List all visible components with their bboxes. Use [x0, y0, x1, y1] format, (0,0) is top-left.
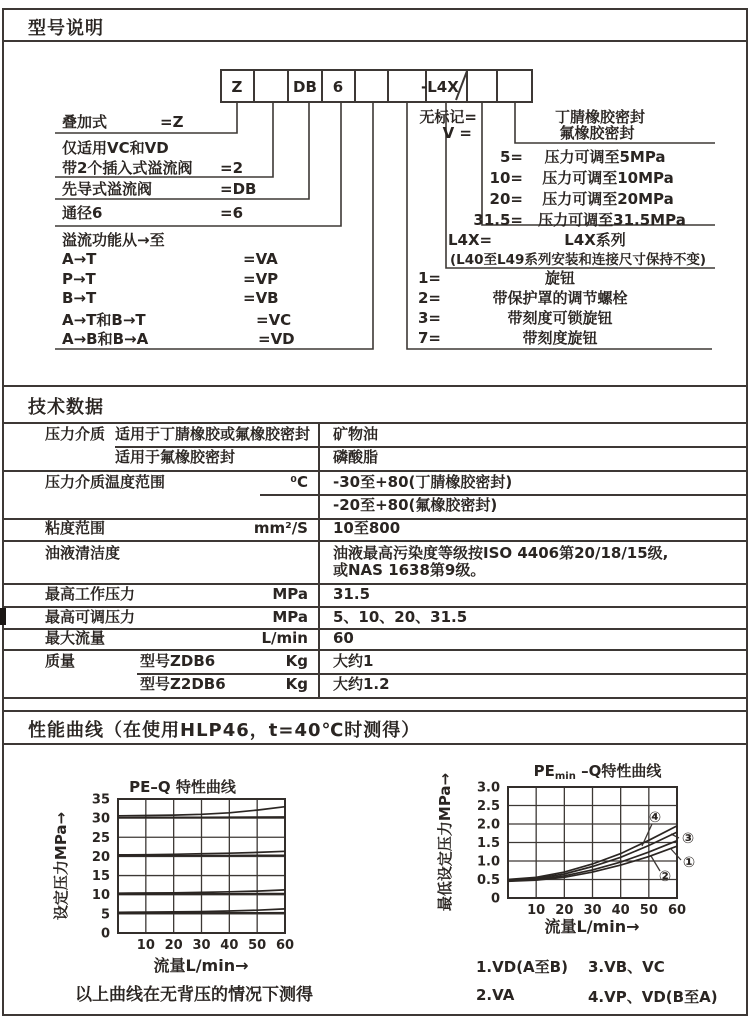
opt-value: =Z [160, 113, 184, 131]
section-title-tech: 技术数据 [28, 397, 104, 418]
opt-value: =6 [220, 204, 244, 222]
code-cell-6: 6 [332, 78, 344, 96]
row-sub: 适用于氟橡胶密封 [115, 448, 236, 466]
table-divider [318, 422, 320, 699]
row-unit: ⁰C [290, 473, 308, 491]
x-tick-label: 50 [639, 903, 658, 918]
opt-key: V = [442, 124, 472, 142]
divider [2, 40, 748, 42]
opt-desc: 压力可调至31.5MPa [538, 211, 686, 229]
opt-key: 10= [489, 169, 523, 187]
row-sub: 型号Z2DB6 [140, 675, 226, 693]
code-cell-z: Z [231, 78, 243, 96]
chart2-title-rest: –Q特性曲线 [575, 762, 662, 780]
row-value: 60 [333, 629, 354, 647]
opt-desc: 丁腈橡胶密封 [554, 108, 646, 126]
row-name: 压力介质温度范围 [45, 473, 166, 491]
row-name: 最高工作压力 [45, 585, 136, 603]
chart-pe-q [40, 755, 370, 1015]
curve [118, 855, 285, 856]
opt-label: 仅适用VC和VD [62, 139, 169, 157]
row-value: 或NAS 1638第9级。 [333, 561, 486, 579]
opt-label: 先导式溢流阀 [62, 180, 153, 198]
curve-marker-4: ④ [648, 810, 662, 826]
row-value: -30至+80(丁腈橡胶密封) [333, 473, 513, 491]
opt-desc: (L40至L49系列安装和连接尺寸保持不变) [449, 252, 707, 268]
y-tick-label: 20 [91, 849, 110, 865]
opt-desc: 带刻度旋钮 [522, 329, 598, 347]
opt-desc: 压力可调至5MPa [544, 148, 666, 166]
opt-key: 31.5= [473, 211, 523, 229]
opt-key: 2= [418, 289, 442, 307]
opt-value: =VD [258, 330, 295, 348]
x-tick-label: 10 [136, 938, 155, 953]
curve-marker-1: ① [682, 855, 696, 871]
row-sub: 型号ZDB6 [140, 652, 216, 670]
opt-desc: 压力可调至20MPa [542, 190, 674, 208]
opt-value: =2 [220, 159, 244, 177]
row-name: 质量 [45, 652, 76, 670]
chart2-title-sub: min [554, 771, 576, 782]
opt-value: =VP [243, 270, 279, 288]
row-value: 大约1.2 [333, 675, 390, 693]
y-tick-label: 35 [91, 792, 110, 808]
table-line [2, 649, 748, 651]
row-unit: Kg [285, 652, 308, 670]
row-value: 磷酸脂 [333, 448, 379, 466]
row-name: 压力介质 [45, 425, 106, 443]
x-tick-label: 10 [527, 903, 546, 918]
legend-item: 4.VP、VD(B至A) [588, 988, 718, 1006]
table-line [2, 628, 748, 630]
divider [2, 743, 748, 745]
opt-label: 带2个插入式溢流阀 [62, 159, 193, 177]
x-tick-label: 60 [667, 903, 687, 918]
x-tick-label: 50 [248, 938, 267, 953]
opt-desc: 压力可调至10MPa [542, 169, 674, 187]
opt-label: B→T [62, 289, 97, 307]
opt-key: 无标记= [419, 108, 477, 126]
y-tick-label: 0 [100, 926, 110, 942]
opt-key: 3= [418, 309, 442, 327]
y-tick-label: 5 [100, 907, 110, 923]
legend-item: 2.VA [476, 986, 515, 1004]
x-tick-label: 20 [555, 903, 574, 918]
row-name: 最高可调压力 [45, 608, 136, 626]
model-code-diagram [0, 60, 750, 378]
chart1-ylabel: 设定压力MPa→ [52, 811, 70, 921]
opt-desc: 旋钮 [544, 269, 576, 287]
row-value: 5、10、20、31.5 [333, 608, 468, 626]
chart2-xlabel: 流量L/min→ [544, 917, 640, 936]
row-unit: MPa [272, 608, 308, 626]
opt-value: =VC [256, 311, 292, 329]
row-value: 10至800 [333, 519, 401, 537]
opt-key: 5= [499, 148, 523, 166]
opt-label: 叠加式 [62, 113, 108, 131]
opt-label: A→T [62, 250, 97, 268]
x-tick-label: 40 [220, 938, 239, 953]
y-tick-label: 1.5 [476, 836, 500, 851]
opt-key: 1= [418, 269, 442, 287]
model-code-box [221, 70, 532, 102]
table-line [2, 540, 748, 542]
opt-key: 7= [418, 329, 442, 347]
curve-marker-2: ② [658, 869, 672, 885]
row-unit: MPa [272, 585, 308, 603]
opt-desc: 带保护罩的调节螺栓 [492, 289, 628, 307]
table-line [2, 697, 748, 699]
y-tick-label: 10 [91, 888, 110, 904]
curve [118, 894, 285, 895]
row-name: 油液清洁度 [45, 544, 121, 562]
row-unit: Kg [285, 675, 308, 693]
opt-value: =DB [220, 180, 257, 198]
row-value: -20至+80(氟橡胶密封) [333, 496, 498, 514]
opt-label: 通径6 [62, 204, 103, 222]
y-tick-label: 15 [91, 869, 110, 885]
row-value: 大约1 [333, 652, 374, 670]
x-tick-label: 20 [164, 938, 183, 953]
print-mark [0, 608, 6, 625]
legend-item: 3.VB、VC [588, 958, 665, 976]
opt-value: =VA [243, 250, 278, 268]
y-tick-label: 2.5 [476, 799, 500, 814]
opt-key: 20= [489, 190, 523, 208]
opt-key: L4X= [448, 231, 493, 249]
curve [118, 913, 285, 914]
y-tick-label: 0 [490, 891, 500, 907]
y-tick-label: 25 [91, 830, 110, 846]
chart1-note: 以上曲线在无背压的情况下测得 [75, 985, 313, 1005]
row-value: 矿物油 [333, 425, 379, 443]
opt-desc: 氟橡胶密封 [559, 124, 635, 142]
opt-value: =VB [243, 289, 279, 307]
opt-label: A→B和B→A [62, 330, 149, 348]
x-tick-label: 30 [583, 903, 602, 918]
row-sub: 适用于丁腈橡胶或氟橡胶密封 [115, 425, 311, 443]
section-title-curves: 性能曲线（在使用HLP46，t=40℃时测得） [28, 720, 421, 741]
chart2-legend [476, 956, 718, 1007]
opt-label: A→T和B→T [62, 311, 146, 329]
x-tick-label: 30 [192, 938, 211, 953]
x-tick-label: 60 [275, 938, 295, 953]
row-unit: L/min [261, 629, 308, 647]
row-unit: mm²/S [253, 519, 308, 537]
chart1-title: PE–Q 特性曲线 [129, 778, 236, 796]
y-tick-label: 1.0 [476, 854, 500, 870]
legend-item: 1.VD(A至B) [476, 958, 568, 976]
x-tick-label: 40 [611, 903, 630, 918]
divider [2, 385, 748, 387]
section-title-model: 型号说明 [28, 18, 104, 39]
opt-desc: 带刻度可锁旋钮 [507, 309, 613, 327]
y-tick-label: 3.0 [476, 780, 500, 796]
chart2-title-pe: PE [533, 762, 555, 780]
y-tick-label: 2.0 [476, 817, 500, 833]
code-cell-l4x: -L4X [421, 78, 459, 96]
row-name: 最大流量 [45, 629, 106, 647]
opt-desc: L4X系列 [564, 231, 626, 249]
row-value: 31.5 [333, 585, 371, 603]
curve-marker-3: ③ [681, 831, 695, 847]
opt-label: P→T [62, 270, 96, 288]
y-tick-label: 30 [91, 811, 110, 827]
chart1-xlabel: 流量L/min→ [153, 956, 249, 975]
curve [118, 817, 285, 818]
code-cell-db: DB [293, 78, 317, 96]
row-name: 粘度范围 [45, 519, 106, 537]
row-value: 油液最高污染度等级按ISO 4406第20/18/15级, [333, 544, 669, 562]
divider [2, 710, 748, 712]
opt-label: 溢流功能从→至 [62, 231, 165, 249]
chart2-ylabel: 最低设定压力MPa→ [436, 772, 454, 912]
y-tick-label: 0.5 [476, 873, 500, 888]
